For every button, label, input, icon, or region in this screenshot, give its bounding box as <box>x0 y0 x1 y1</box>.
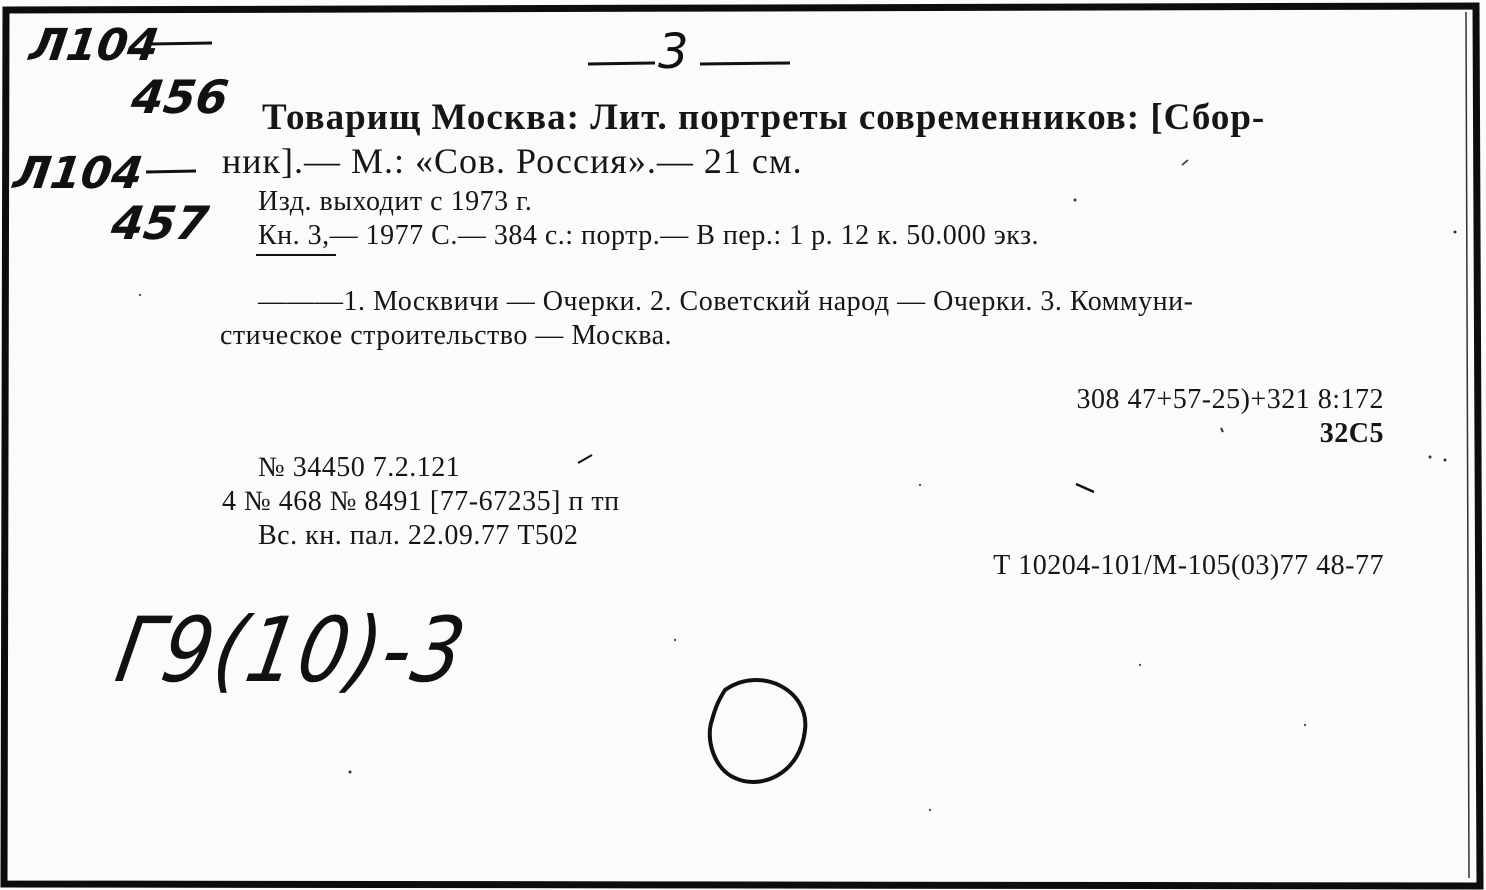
order-line: 4 № 468 № 8491 [77-67235] п тп <box>222 486 620 517</box>
hand-drawn-loop <box>710 680 806 782</box>
call-number-2-suffix: 457 <box>108 196 212 250</box>
handwritten-classmark: Г9(10)-3 <box>108 599 475 703</box>
subjects-line-2: стическое строительство — Москва. <box>220 320 673 351</box>
call-number-1-prefix: Л104 <box>26 20 162 71</box>
title-line-2: ник].— М.: «Сов. Россия».— 21 см. <box>222 141 803 181</box>
author-mark: 32С5 <box>1319 418 1384 449</box>
publisher-index: Т 10204-101/М-105(03)77 48-77 <box>993 550 1384 581</box>
record-number: № 34450 7.2.121 <box>258 452 461 483</box>
top-handwritten-mark: 3 <box>658 24 689 80</box>
volume-line <box>258 220 1039 252</box>
call-number-1-suffix: 456 <box>128 70 232 124</box>
subjects-line-1: ———1. Москвичи — Очерки. 2. Советский народ — Очерки. 3. Коммуни- <box>258 286 1194 317</box>
classification-index: 308 47+57-25)+321 8:172 <box>1076 384 1384 415</box>
call-number-2-prefix: Л104 <box>10 148 146 199</box>
chamber-line: Вс. кн. пал. 22.09.77 Т502 <box>258 520 579 551</box>
title-line-1: Товарищ Москва: Лит. портреты современников: [Сбор- <box>262 97 1266 138</box>
published-since: Изд. выходит с 1973 г. <box>258 186 533 217</box>
volume-details: — 1977 С.— 384 с.: портр.— В пер.: 1 р. 12 к. 50.000 экз. <box>329 220 1040 251</box>
volume-label: Кн. 3, <box>258 220 330 251</box>
